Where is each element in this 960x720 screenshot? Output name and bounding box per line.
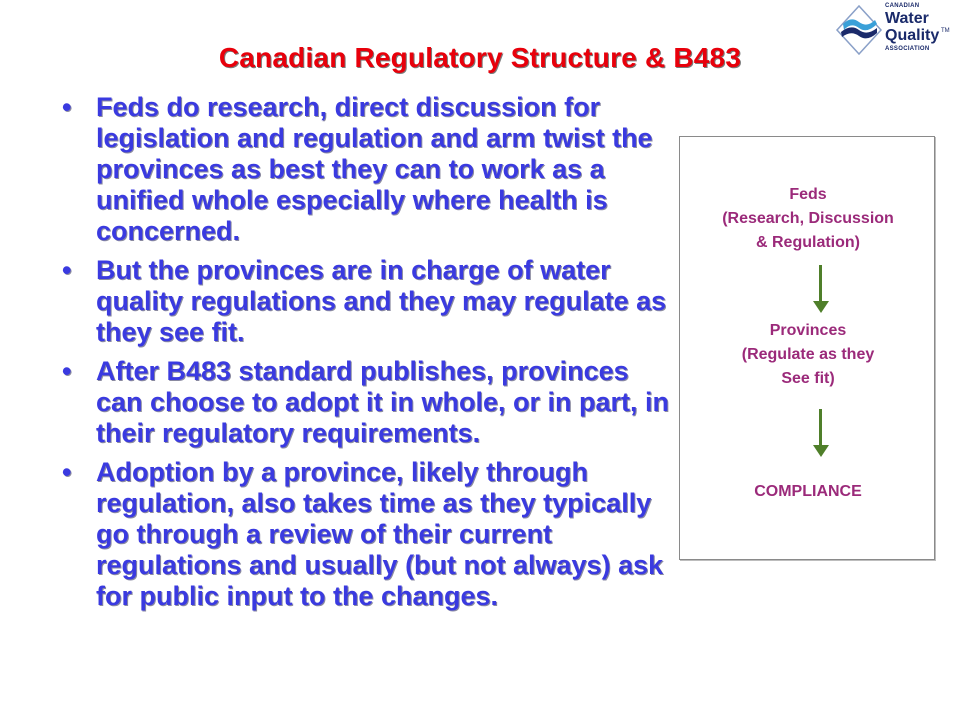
bullet-dot: •: [62, 457, 72, 487]
bullet-list: [62, 92, 677, 620]
arrow-down-icon: [813, 265, 829, 313]
slide-title: Canadian Regulatory Structure & B483: [218, 42, 742, 73]
bullet-item-b483: [62, 356, 677, 449]
bullet-text: Adoption by a province, likely through regulation, also takes time as they typically go through a review of their current regulations and usually (but not always) ask for public input to the changes.: [96, 457, 664, 611]
node-feds: [680, 183, 936, 255]
logo-water: Water: [885, 10, 929, 27]
logo-canadian: CANADIAN: [885, 3, 920, 9]
node-feds-line3: & Regulation): [756, 234, 860, 251]
node-provinces-line1: Provinces: [769, 322, 847, 339]
arrow-down-icon: [813, 409, 829, 457]
logo-tm: TM: [941, 28, 950, 34]
node-compliance: COMPLIANCE: [754, 483, 862, 500]
bullet-text: But the provinces are in charge of water quality regulations and they may regulate as they see fit.: [96, 255, 667, 347]
node-provinces-line2: (Regulate as they: [741, 346, 875, 363]
node-feds-line2: (Research, Discussion: [722, 210, 894, 227]
node-feds-line1: Feds: [789, 186, 827, 203]
node-provinces-line3: See fit): [781, 370, 835, 387]
node-provinces: [680, 319, 936, 391]
logo-quality: Quality: [885, 27, 940, 44]
bullet-item-provinces: [62, 255, 677, 348]
bullet-dot: •: [62, 255, 72, 285]
logo-association: ASSOCIATION: [885, 46, 930, 52]
bullet-dot: •: [62, 92, 72, 122]
bullet-item-feds: [62, 92, 677, 247]
bullet-item-adoption: [62, 457, 677, 612]
regulatory-flow-diagram: [679, 136, 935, 560]
bullet-text: Feds do research, direct discussion for legislation and regulation and arm twist the provinces as best they can to work as a unified whole especially where health is concerned.: [96, 92, 653, 246]
bullet-text: After B483 standard publishes, provinces can choose to adopt it in whole, or in part, in their regulatory requirements.: [96, 356, 670, 448]
bullet-dot: •: [62, 356, 72, 386]
